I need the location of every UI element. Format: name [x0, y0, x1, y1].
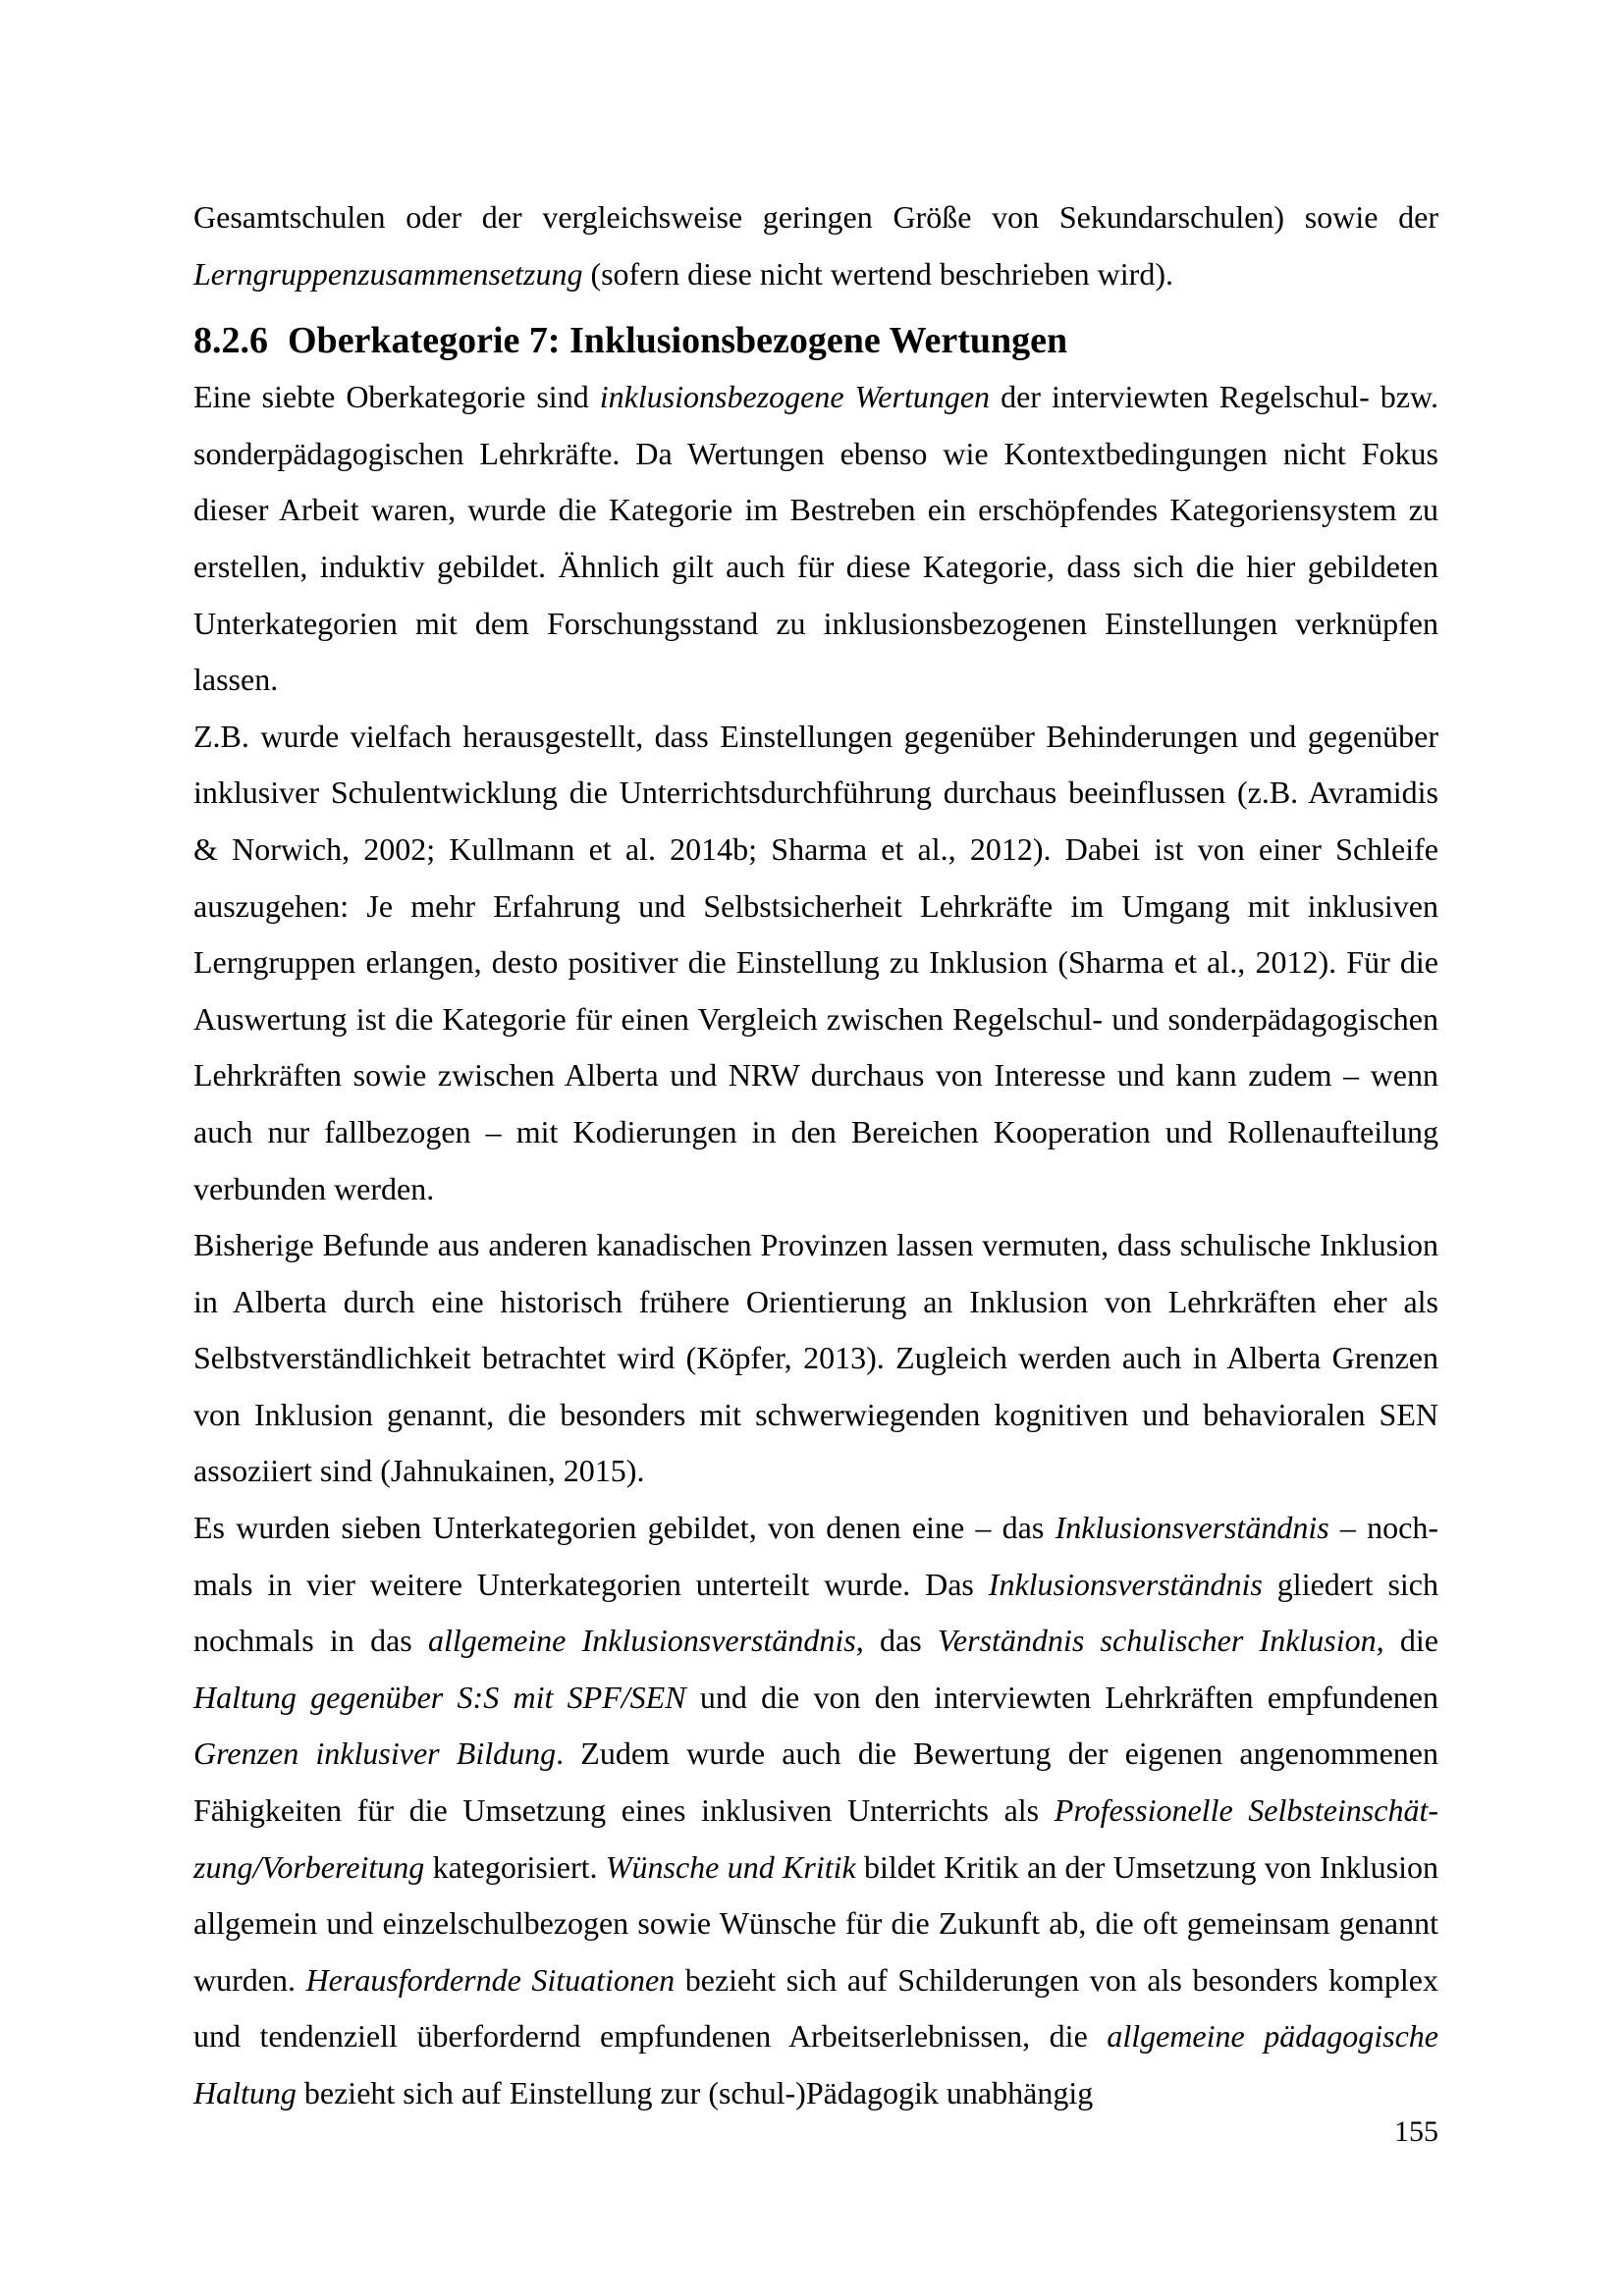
text-span: bildet Kritik an der Umsetzung von Inklusion allgemein und einzelschulbezogen sowie Wünsche für die Zukunft ab, die oft gemeinsam genannt wurden.: [193, 1848, 1438, 1998]
intro-paragraph: [193, 189, 1438, 302]
text-span: das: [863, 1623, 938, 1659]
section-number: 8.2.6: [193, 320, 268, 362]
text-span: Eine siebte Oberkategorie sind: [193, 379, 600, 415]
text-span: kategorisiert.: [424, 1848, 606, 1885]
italic-term: Haltung gegenüber S:S mit SPF/SEN: [193, 1679, 686, 1715]
text-span: bezieht sich auf Einstellung zur (schul-)Pädagogik unabhängig: [296, 2075, 1094, 2110]
text-span: Gesamtschulen oder der vergleichsweise geringen Größe von Sekundarschulen) sowie der: [193, 199, 1438, 235]
text-span: . Zudem wurde auch die Bewertung der eigenen angenommenen Fähigkeiten für die Umsetzung eines inklusiven Unterrichts als: [193, 1735, 1439, 1829]
italic-term: inklusionsbezogene Wertungen: [599, 379, 991, 415]
italic-term: Inklusionsverständnis: [1055, 1510, 1329, 1546]
italic-term: allgemeine Inklusionsverständnis,: [427, 1623, 864, 1659]
text-span: Es wurden sieben Unterkategorien gebildet, von denen eine – das: [193, 1510, 1056, 1546]
section-heading: [193, 316, 1438, 365]
italic-term: Lerngruppenzusammensetzung: [193, 255, 583, 292]
text-span: – nochmals in vier weitere Unterkategorien unterteilt wurde. Das: [193, 1510, 1439, 1602]
italic-term: Herausfordernde Situationen: [305, 1961, 676, 1998]
text-span: und die von den interviewten Lehrkräften empfundenen: [685, 1679, 1439, 1715]
text-span: (sofern diese nicht wertend beschrieben wird).: [582, 255, 1173, 292]
page-number: 155: [1394, 2115, 1438, 2148]
italic-term: Inklusionsverständnis: [988, 1566, 1263, 1602]
document-page: [193, 189, 1438, 2122]
italic-term: Wünsche und Kritik: [605, 1848, 856, 1885]
section-title: Oberkategorie 7: Inklusionsbezogene Wertungen: [288, 320, 1068, 362]
italic-term: Grenzen inklusiver Bildung: [193, 1735, 557, 1772]
paragraph-1: [193, 369, 1438, 709]
italic-term: Verständnis schulischer Inklusion,: [937, 1623, 1384, 1659]
paragraph-3: Bisherige Befunde aus anderen kanadischen Provinzen lassen vermuten, dass schulische Inklusion in Alberta durch eine historisch frühere Orientierung an Inklusion von Lehrkräften eher als Selbstverständlichkeit betrachtet wird (Köpfer, 2013). Zugleich werden auch in Alberta Grenzen von Inklusion genannt, die besonders mit schwerwiegenden kognitiven und behavioralen SEN assoziiert sind (Jahnukainen, 2015).: [193, 1227, 1438, 1489]
italic-term: allgemeine pädagogische Haltung: [193, 2018, 1439, 2110]
text-span: der interviewten Regelschul- bzw. sonderpädagogischen Lehrkräfte. Da Wertungen ebenso wie Kontextbedingungen nicht Fokus dieser Arbeit waren, wurde die Kategorie im Bestreben ein erschöpfendes Kategoriensystem zu erstellen, induktiv gebildet. Ähnlich gilt auch für diese Kategorie, dass sich die hier gebildeten Unterkategorien mit dem Forschungsstand zu inklusionsbezogenen Einstellungen verknüpfen lassen.: [193, 379, 1439, 698]
paragraph-2: Z.B. wurde vielfach herausgestellt, dass Einstellungen gegenüber Behinderungen und gegenüber inklusiver Schulentwicklung die Unterrichtsdurchführung durchaus beeinflussen (z.B. Avramidis & Norwich, 2002; Kullmann et al. 2014b; Sharma et al., 2012). Dabei ist von einer Schleife auszugehen: Je mehr Erfahrung und Selbstsicherheit Lehrkräfte im Umgang mit inklusiven Lerngruppen erlangen, desto positiver die Einstellung zu Inklusion (Sharma et al., 2012). Für die Auswertung ist die Kategorie für einen Vergleich zwischen Regelschul- und sonderpädagogischen Lehrkräften sowie zwischen Alberta und NRW durchaus von Interesse und kann zudem – wenn auch nur fallbezogen – mit Kodierungen in den Bereichen Kooperation und Rollenaufteilung verbunden werden.: [193, 718, 1438, 1206]
text-span: bezieht sich auf Schilderungen von als besonders komplex und tendenziell überfordernd empfundenen Arbeitserlebnissen, die: [193, 1961, 1439, 2055]
italic-term: Professionelle Selbsteinschätzung/Vorbereitung: [193, 1792, 1439, 1885]
text-span: die: [1383, 1623, 1438, 1659]
paragraph-4: [193, 1500, 1438, 2122]
text-span: gliedert sich nochmals in das: [193, 1566, 1439, 1659]
